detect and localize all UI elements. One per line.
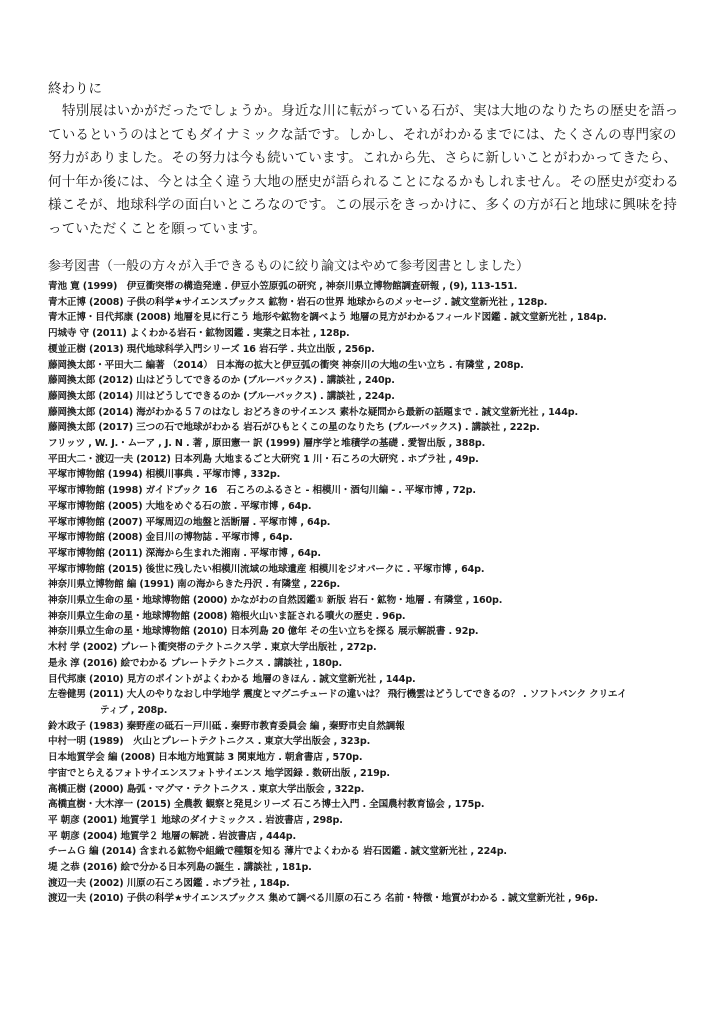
reference-item: 平田大二・渡辺一夫 (2012) 日本列島 大地まるごと大研究 1 川・石ころの大研究 . ホプラ社 , 49p. [48, 453, 479, 465]
reference-item: 神奈川県立生命の星・地球博物館 (2008) 箱根火山いま証される噴火の歴史 . 96p. [48, 610, 406, 622]
reference-item: 日本地質学会 編 (2008) 日本地方地質誌 3 関東地方 . 朝倉書店 , 570p. [48, 752, 363, 764]
reference-item: 平 朝彦 (2001) 地質学１ 地球のダイナミックス . 岩波書店 , 298p. [48, 814, 343, 826]
reference-item: 藤岡換太郎 (2014) 川はどうしてできるのか (ブルーバックス) . 講談社 , 224p. [48, 390, 395, 402]
reference-item: 藤岡換太郎・平田大二 編著 （2014） 日本海の拡大と伊豆弧の衝突 神奈川の大地の生い立ち . 有隣堂 , 208p. [48, 359, 524, 371]
reference-item: 藤岡換太郎 (2012) 山はどうしてできるのか (ブルーバックス) . 講談社 , 240p. [48, 375, 395, 387]
reference-item: 青木正博 (2008) 子供の科学★サイエンスブックス 鉱物・岩石の世界 地球からのメッセージ . 誠文堂新光社 , 128p. [48, 296, 548, 308]
reference-item: 渡辺一夫 (2002) 川原の石ころ図鑑 . ホプラ社 , 184p. [48, 877, 290, 889]
reference-item-wrapped [48, 687, 680, 718]
reference-item: 神奈川県立博物館 編 (1991) 南の海からきた丹沢 . 有隣堂 , 226p. [48, 579, 340, 591]
reference-item: 平塚市博物館 (2011) 深海から生まれた湘南 . 平塚市博 , 64p. [48, 547, 321, 559]
reference-item: チームＧ 編 (2014) 含まれる鉱物や組織で種類を知る 薄片でよくわかる 岩石図鑑 . 誠文堂新光社 , 224p. [48, 846, 507, 858]
conclusion-heading: 終わりに [48, 81, 102, 97]
reference-item: 堤 之恭 (2016) 絵で分かる日本列島の誕生 . 講談社 , 181p. [48, 862, 312, 874]
reference-item: 平塚市博物館 (1994) 相模川事典 . 平塚市博 , 332p. [48, 469, 281, 481]
reference-item: 円城寺 守 (2011) よくわかる岩石・鉱物図鑑 . 実業之日本社 , 128p. [48, 328, 350, 340]
reference-item-continuation: ティブ , 208p. [100, 704, 168, 716]
reference-item: 宇宙でとらえるフォトサイエンスフォトサイエンス 地学図録 . 数研出版 , 219p. [48, 767, 390, 779]
reference-item: 平塚市博物館 (2015) 後世に残したい相模川流域の地球遺産 相模川をジオパークに . 平塚市博 , 64p. [48, 563, 485, 575]
conclusion-body [48, 100, 680, 241]
reference-item: フリッツ , W. J.・ムーア , J. N . 著 , 原田憲一 訳 (1999) 層序学と堆積学の基礎 . 愛智出版 , 388p. [48, 438, 486, 450]
reference-item: 平塚市博物館 (2005) 大地をめぐる石の旅 . 平塚市博 , 64p. [48, 500, 312, 512]
conclusion-paragraph: 特別展はいかがだったでしょうか。身近な川に転がっている石が、実は大地のなりたちの歴史を語っているというのはとてもダイナミックな話です。しかし、それがわかるまでには、たくさんの専門家の努力がありました。その努力は今も続いています。これから先、さらに新しいことがわかってきたら、何十年か後には、今とは全く違う大地の歴史が語られることになるかもしれません。その歴史が変わる様こそが、地球科学の面白いところなのです。この展示をきっかけに、多くの方が石と地球に興味を持っていただくことを願っています。 [48, 103, 680, 237]
reference-item: 高橋正樹 (2000) 島弧・マグマ・テクトニクス . 東京大学出版会 , 322p. [48, 783, 365, 795]
reference-item: 高橋直樹・大木淳一 (2015) 全農教 観察と発見シリーズ 石ころ博士入門 . 全国農村教育協会 , 175p. [48, 799, 485, 811]
reference-item: 藤岡換太郎 (2017) 三つの石で地球がわかる 岩石がひもとくこの星のなりたち (ブルーバックス) . 講談社 , 222p. [48, 422, 540, 434]
reference-item: 中村一明 (1989) 火山とプレートテクトニクス . 東京大学出版会 , 323p. [48, 736, 371, 748]
reference-item-first-line: 左巻健男 (2011) 大人のやりなおし中学地学 震度とマグニチュードの違いは？ 飛行機雲はどうしてできるの？ . ソフトバンク クリエイ [48, 689, 627, 701]
reference-item: 平塚市博物館 (2008) 金目川の博物誌 . 平塚市博 , 64p. [48, 532, 293, 544]
reference-item: 神奈川県立生命の星・地球博物館 (2000) かながわの自然図鑑① 新版 岩石・鉱物・地層 . 有隣堂 , 160p. [48, 595, 503, 607]
reference-item: 是永 淳 (2016) 絵でわかる プレートテクトニクス . 講談社 , 180p. [48, 657, 342, 669]
reference-item: 藤岡換太郎 (2014) 海がわかる５７のはなし おどろきのサイエンス 素朴な疑問から最新の話題まで . 誠文堂新光社 , 144p. [48, 406, 578, 418]
references-list [48, 279, 680, 907]
reference-item: 平 朝彦 (2004) 地質学２ 地層の解読 . 岩波書店 , 444p. [48, 830, 296, 842]
reference-item: 目代邦康 (2010) 見方のポイントがよくわかる 地層のきほん . 誠文堂新光社 , 144p. [48, 673, 416, 685]
reference-item: 青木正博・目代邦康 (2008) 地層を見に行こう 地形や鉱物を調べよう 地層の見方がわかるフィールド図鑑 . 誠文堂新光社 , 184p. [48, 312, 607, 324]
reference-item: 平塚市博物館 (1998) ガイドブック 16 石ころのふるさと - 相模川・酒匂川編 - . 平塚市博 , 72p. [48, 485, 476, 497]
reference-item: 榎並正樹 (2013) 現代地球科学入門シリーズ 16 岩石学 . 共立出版 , 256p. [48, 343, 375, 355]
reference-item: 青池 寛 (1999) 伊豆衝突帯の構造発達 . 伊豆小笠原弧の研究 , 神奈川県立博物館調査研報 , (9), 113-151. [48, 281, 518, 292]
reference-item: 渡辺一夫 (2010) 子供の科学★サイエンスブックス 集めて調べる川原の石ころ 名前・特徴・地質がわかる . 誠文堂新光社 , 96p. [48, 893, 598, 905]
reference-item: 平塚市博物館 (2007) 平塚周辺の地盤と活断層 . 平塚市博 , 64p. [48, 516, 331, 528]
reference-item: 木村 学 (2002) プレート衝突帯のテクトニクス学 . 東京大学出版社 , 272p. [48, 642, 377, 654]
reference-item: 神奈川県立生命の星・地球博物館 (2010) 日本列島 20 億年 その生い立ちを探る 展示解説書 . 92p. [48, 626, 479, 638]
references-heading: 参考図書（一般の方々が入手できるものに絞り論文はやめて参考図書としました） [48, 259, 530, 274]
reference-item: 鈴木政子 (1983) 秦野産の砥石－戸川砥 . 秦野市教育委員会 編 , 秦野市史自然調報 [48, 720, 405, 732]
